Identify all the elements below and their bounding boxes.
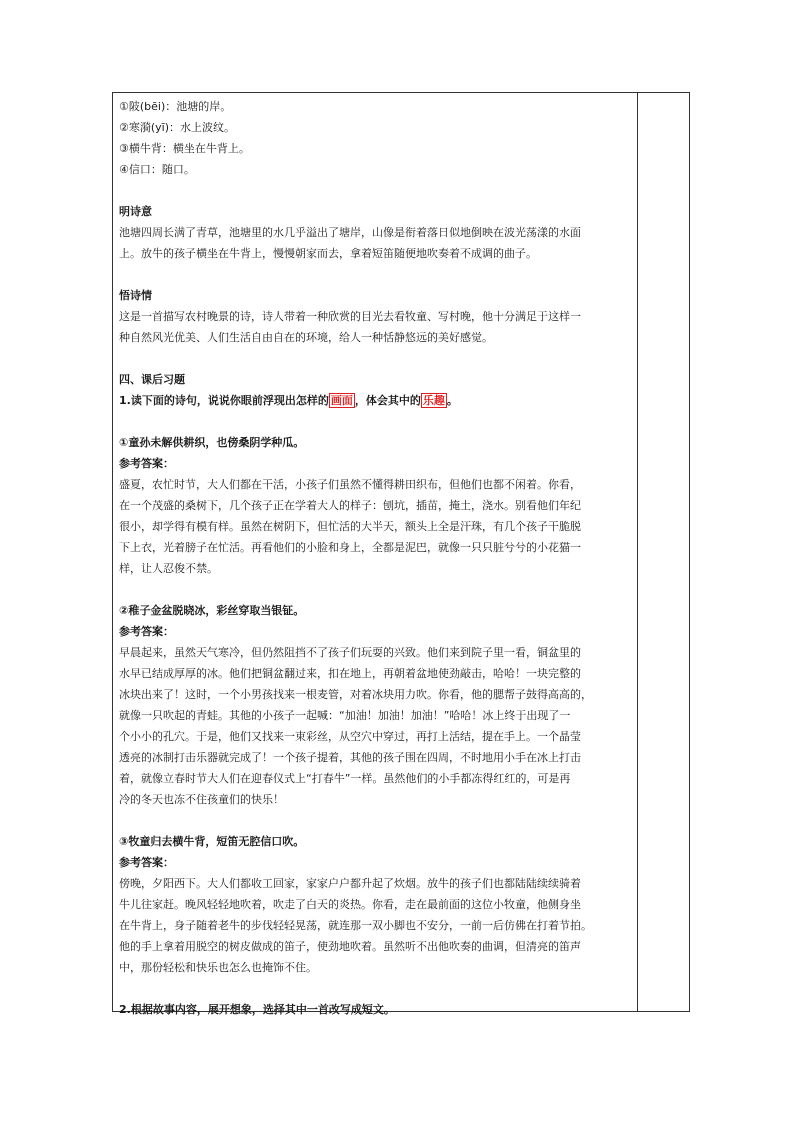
note-1: ①陂(bēi)：池塘的岸。 <box>119 100 232 113</box>
answer-line: 着，就像立春时节大人们在迎春仪式上“打春牛”一样。虽然他们的小手都冻得红红的，可是再 <box>119 772 571 785</box>
feeling-line: 种自然风光优美、人们生活自由自在的环境，给人一种恬静悠远的美好感觉。 <box>119 331 493 344</box>
poem-line-3: ③牧童归去横牛背，短笛无腔信口吹。 <box>119 835 305 848</box>
answer-line: 他的手上拿着用脱空的树皮做成的笛子，使劲地吹着。虽然听不出他吹奏的曲调，但清亮的笛声 <box>119 940 581 953</box>
lesson-content <box>119 96 629 1020</box>
answer-line: 牛儿往家赶。晚风轻轻地吹着，吹走了白天的炎热。你看，走在最前面的这位小牧童，他侧身坐 <box>119 898 581 911</box>
answer-line: 中，那份轻松和快乐也怎么也掩饰不住。 <box>119 961 317 974</box>
answer-line: 在一个茂盛的桑树下，几个孩子正在学着大人的样子：刨坑，插苗，掩土，浇水。别看他们年纪 <box>119 499 581 512</box>
q1-prefix: 1.读下面的诗句，说说你眼前浮现出怎样的 <box>119 394 329 407</box>
answer-line: 冰块出来了！这时，一个小男孩找来一根麦管，对着冰块用力吹。你看，他的腮帮子鼓得高高的， <box>119 688 592 701</box>
exercises-heading: 四、课后习题 <box>119 373 185 386</box>
answer-line: 很小，却学得有模有样。虽然在树阴下，但忙活的大半天，额头上全是汗珠，有几个孩子干脆脱 <box>119 520 581 533</box>
note-3: ③横牛背：横坐在牛背上。 <box>119 142 250 155</box>
column-divider <box>637 93 638 1011</box>
answer-line: 下上衣，光着膀子在忙活。再看他们的小脸和身上，全都是泥巴，就像一只只脏兮兮的小花猫一 <box>119 541 581 554</box>
question-2: 2.根据故事内容，展开想象，选择其中一首改写成短文。 <box>119 1003 395 1016</box>
answer-line: 冷的冬天也冻不住孩童们的快乐！ <box>119 793 284 806</box>
answer-label: 参考答案： <box>119 856 174 869</box>
question-1 <box>119 390 629 411</box>
answer-line: 个小小的孔穴。于是，他们又找来一束彩丝，从空穴中穿过，再打上活结，提在手上。一个晶莹 <box>119 730 581 743</box>
highlight-huamian: 画面 <box>330 394 353 407</box>
note-2: ②寒漪(yī)：水上波纹。 <box>119 121 236 134</box>
feeling-heading: 悟诗情 <box>119 289 152 302</box>
meaning-line: 池塘四周长满了青草，池塘里的水几乎溢出了塘岸，山像是衔着落日似地倒映在波光荡漾的水面 <box>119 226 581 239</box>
q1-suffix: 。 <box>446 394 458 407</box>
highlight-lequ: 乐趣 <box>422 394 445 407</box>
answer-line: 傍晚，夕阳西下。大人们都收工回家，家家户户都升起了炊烟。放牛的孩子们也都陆陆续续骑着 <box>119 877 581 890</box>
answer-line: 样，让人忍俊不禁。 <box>119 562 218 575</box>
note-4: ④信口：随口。 <box>119 163 195 176</box>
meaning-line: 上。放牛的孩子横坐在牛背上，慢慢朝家而去，拿着短笛随便地吹奏着不成调的曲子。 <box>119 247 537 260</box>
answer-line: 在牛背上，身子随着老牛的步伐轻轻晃荡，就连那一双小脚也不安分，一前一后仿佛在打着节拍。 <box>119 919 592 932</box>
answer-line: 就像一只吹起的青蛙。其他的小孩子一起喊：“加油！加油！加油！”哈哈！冰上终于出现了一 <box>119 709 571 722</box>
feeling-line: 这是一首描写农村晚景的诗，诗人带着一种欣赏的目光去看牧童、写村晚，他十分满足于这样一 <box>119 310 581 323</box>
answer-label: 参考答案： <box>119 457 174 470</box>
answer-line: 透亮的冰制打击乐器就完成了！一个孩子提着，其他的孩子围在四周，不时地用小手在冰上打击 <box>119 751 581 764</box>
poem-line-1: ①童孙未解供耕织，也傍桑阴学种瓜。 <box>119 436 305 449</box>
answer-line: 盛夏，农忙时节，大人们都在干活，小孩子们虽然不懂得耕田织布，但他们也都不闲着。你看， <box>119 478 581 491</box>
answer-line: 水早已结成厚厚的冰。他们把铜盆翻过来，扣在地上，再朝着盆地使劲敲击，哈哈！一块完整的 <box>119 667 581 680</box>
answer-label: 参考答案： <box>119 625 174 638</box>
q1-mid: ，体会其中的 <box>354 394 421 407</box>
answer-line: 早晨起来，虽然天气寒冷，但仍然阻挡不了孩子们玩耍的兴致。他们来到院子里一看，铜盆里的 <box>119 646 581 659</box>
poem-line-2: ②稚子金盆脱晓冰，彩丝穿取当银钲。 <box>119 604 305 617</box>
meaning-heading: 明诗意 <box>119 205 152 218</box>
